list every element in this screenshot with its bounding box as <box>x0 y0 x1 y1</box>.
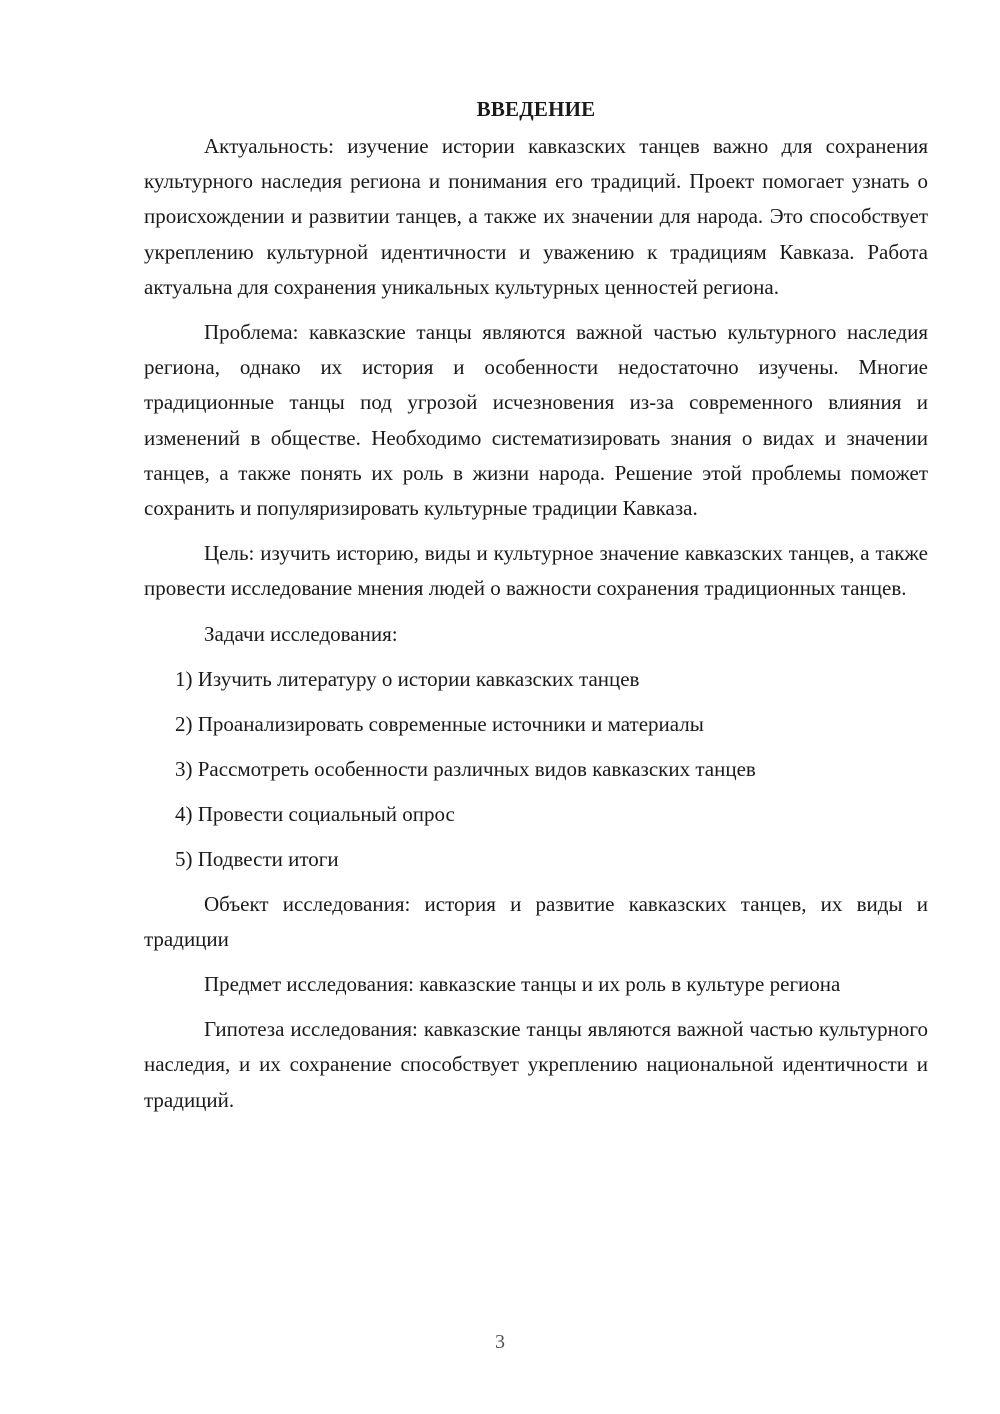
task-item: 4) Провести социальный опрос <box>175 801 455 826</box>
tasks-title: Задачи исследования: <box>204 621 398 646</box>
task-item: 1) Изучить литературу о истории кавказских танцев <box>175 666 640 691</box>
task-item: 5) Подвести итоги <box>175 846 339 871</box>
section-heading: ВВЕДЕНИЕ <box>476 97 596 121</box>
goal-paragraph: Цель: изучить историю, виды и культурное значение кавказских танцев, а также провести исследование мнения людей о важности сохранения традиционных танцев. <box>144 541 928 601</box>
subject-paragraph: Предмет исследования: кавказские танцы и их роль в культуре региона <box>204 972 841 997</box>
tasks-list <box>144 662 928 877</box>
task-item: 3) Рассмотреть особенности различных видов кавказских танцев <box>175 756 756 781</box>
relevance-paragraph: Актуальность: изучение истории кавказских танцев важно для сохранения культурного наследия региона и понимания его традиций. Проект помогает узнать о происхождении и развитии танцев, а также их значении для народа. Это способствует укреплению культурной идентичности и уважению к традициям Кавказа. Работа актуальна для сохранения уникальных культурных ценностей региона. <box>144 134 928 299</box>
document-page <box>144 92 928 1128</box>
problem-paragraph: Проблема: кавказские танцы являются важной частью культурного наследия региона, однако их история и особенности недостаточно изучены. Многие традиционные танцы под угрозой исчезновения из-за современного влияния и изменений в обществе. Необходимо систематизировать знания о видах и значении танцев, а также понять их роль в жизни народа. Решение этой проблемы поможет сохранить и популяризировать культурные традиции Кавказа. <box>144 320 928 521</box>
hypothesis-paragraph: Гипотеза исследования: кавказские танцы являются важной частью культурного наследия, и их сохранение способствует укреплению национальной идентичности и традиций. <box>144 1017 928 1112</box>
page-number: 3 <box>495 1331 505 1353</box>
task-item: 2) Проанализировать современные источники и материалы <box>175 711 704 736</box>
object-paragraph: Объект исследования: история и развитие кавказских танцев, их виды и традиции <box>144 891 928 951</box>
